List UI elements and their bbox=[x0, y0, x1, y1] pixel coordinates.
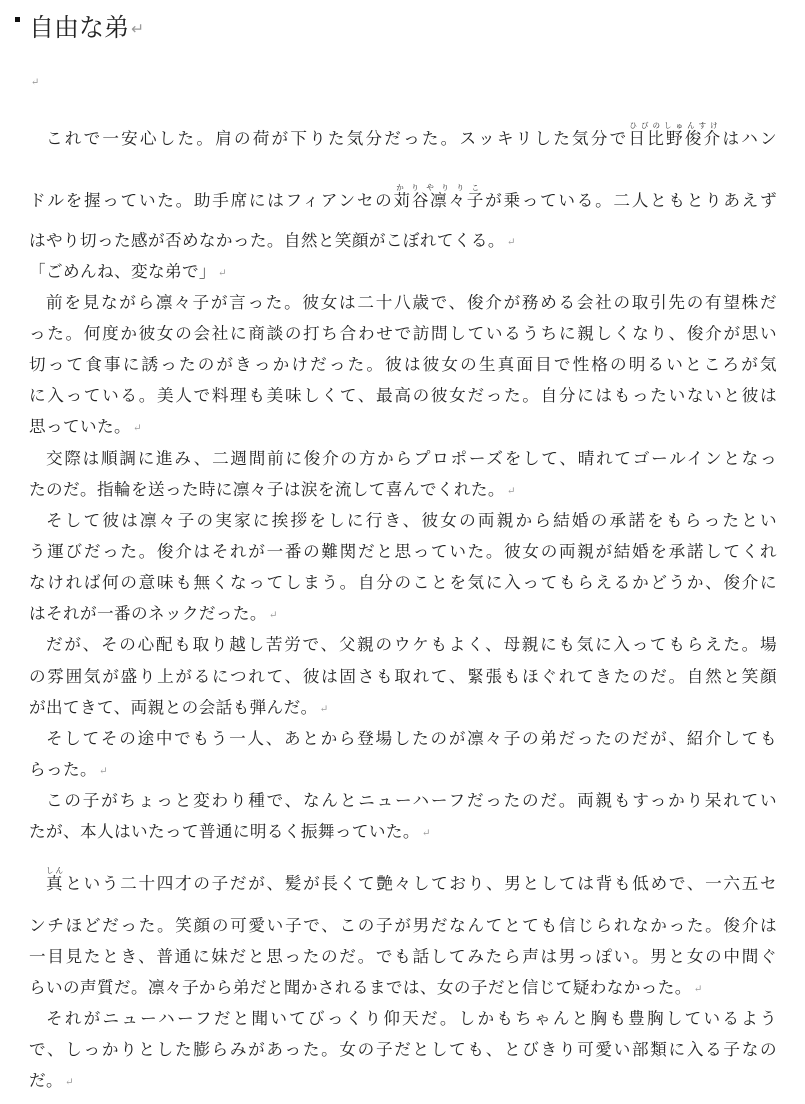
text-line: はそれが一番のネックだった。 ↵ bbox=[29, 604, 278, 623]
text-line: ドルを握っていた。助手席にはフィアンセの苅谷凛々子かりやりりこが乗っている。二人ともとりあえず bbox=[29, 183, 777, 210]
text-line: の雰囲気が盛り上がるにつれて、彼は固さも取れて、緊張もほぐれてきたのだ。自然と笑顔 bbox=[29, 667, 777, 686]
text-line: たが、本人はいたって普通に明るく振舞っていた。 ↵ bbox=[29, 822, 431, 841]
text-line: そしてその途中でもう一人、あとから登場したのが凛々子の弟だったのだが、紹介しても bbox=[46, 729, 777, 748]
text-line: 「ごめんね、変な弟で」 ↵ bbox=[29, 262, 227, 281]
text-line: 切って食事に誘ったのがきっかけだった。彼は彼女の生真面目で性格の明るいところが気 bbox=[29, 355, 777, 374]
text-line: それがニューハーフだと聞いてびっくり仰天だ。しかもちゃんと胸も豊胸しているよう bbox=[46, 1009, 777, 1028]
document-title: 自由な弟 ↵ bbox=[29, 13, 145, 42]
text-line: 真しんという二十四才の子だが、髪が長くて艶々しており、男としては背も低めで、一六五セ bbox=[46, 866, 777, 893]
text-line: う運びだった。俊介はそれが一番の難関だと思っていた。彼女の両親が結婚を承諾してくれ bbox=[29, 542, 777, 561]
text-line: が出てきて、両親との会話も弾んだ。 ↵ bbox=[29, 698, 329, 717]
text-line: 一目見たとき、普通に妹だと思ったのだ。でも話してみたら声は男っぽい。男と女の中間ぐ bbox=[29, 947, 777, 966]
text-line: これで一安心した。肩の荷が下りた気分だった。スッキリした気分で日比野俊介ひびのしゅんすけはハン bbox=[46, 121, 777, 148]
text-line: で、しっかりとした膨らみがあった。女の子だとしても、とびきり可愛い部類に入る子なの bbox=[29, 1040, 777, 1059]
text-line: らいの声質だ。凛々子から弟だと聞かされるまでは、女の子だと信じて疑わなかった。 ↵ bbox=[29, 978, 703, 997]
text-line: この子がちょっと変わり種で、なんとニューハーフだったのだ。両親もすっかり呆れてい bbox=[46, 791, 777, 810]
paragraph-mark: ↵ bbox=[31, 77, 40, 88]
text-line: 交際は順調に進み、二週間前に俊介の方からプロポーズをして、晴れてゴールインとなっ bbox=[46, 449, 777, 468]
text-line: たのだ。指輪を送った時に凛々子は涙を流して喜んでくれた。 ↵ bbox=[29, 480, 516, 499]
paragraph-marker bbox=[15, 17, 20, 22]
text-line: ンチほどだった。笑顔の可愛い子で、この子が男だなんてとても信じられなかった。俊介は bbox=[29, 916, 777, 935]
text-line: だが、その心配も取り越し苦労で、父親のウケもよく、母親にも気に入ってもらえた。場 bbox=[46, 635, 777, 654]
empty-paragraph bbox=[29, 72, 39, 91]
text-line: そして彼は凛々子の実家に挨拶をしに行き、彼女の両親から結婚の承諾をもらったとい bbox=[46, 511, 777, 530]
text-line: だ。 ↵ bbox=[29, 1071, 75, 1090]
text-line: 前を見ながら凛々子が言った。彼女は二十八歳で、俊介が務める会社の取引先の有望株だ bbox=[46, 293, 777, 312]
text-line: はやり切った感が否めなかった。自然と笑顔がこぼれてくる。 ↵ bbox=[29, 231, 516, 250]
paragraph-mark: ↵ bbox=[131, 20, 145, 38]
text-line: 思っていた。 ↵ bbox=[29, 417, 142, 436]
text-line: に入っている。美人で料理も美味しくて、最高の彼女だった。自分にはもったいないと彼は bbox=[29, 386, 777, 405]
text-line: なければ何の意味も無くなってしまう。自分のことを気に入ってもらえるかどうか、俊介に bbox=[29, 573, 777, 592]
text-line: った。何度か彼女の会社に商談の打ち合わせで訪問しているうちに親しくなり、俊介が思い bbox=[29, 324, 777, 343]
text-line: らった。 ↵ bbox=[29, 760, 108, 779]
